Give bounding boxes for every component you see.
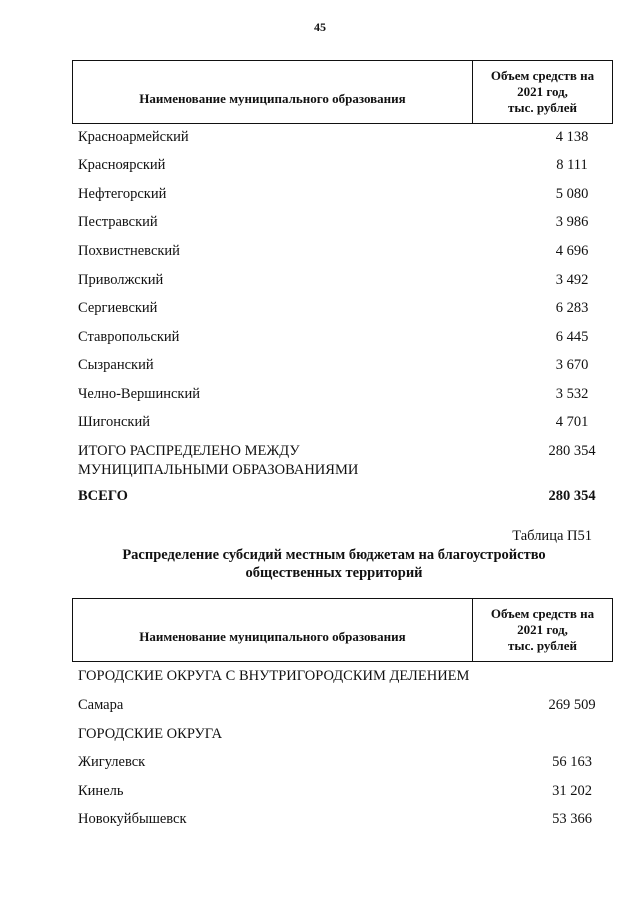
- table2-header-value: Объем средств на 2021 год, тыс. рублей: [490, 606, 595, 653]
- total-label: ВСЕГО: [78, 488, 128, 504]
- row-name: Челно-Вершинский: [78, 386, 200, 402]
- row-value: 4 701: [555, 414, 589, 430]
- subtotal-row: [78, 442, 613, 480]
- page-number: 45: [314, 20, 326, 34]
- row-name: Кинель: [78, 783, 124, 799]
- row-value: 5 080: [555, 186, 589, 202]
- table1-header: [72, 60, 613, 124]
- row-name: Пестравский: [78, 214, 158, 230]
- table1-header-name: Наименование муниципального образования: [73, 61, 473, 123]
- subtotal-label-line1: ИТОГО РАСПРЕДЕЛЕНО МЕЖДУ: [78, 443, 300, 459]
- row-value: 4 138: [555, 129, 589, 145]
- row-value: 56 163: [552, 754, 592, 770]
- row-value: 3 986: [555, 214, 589, 230]
- section-heading-text: ГОРОДСКИЕ ОКРУГА С ВНУТРИГОРОДСКИМ ДЕЛЕНИЕМ: [78, 668, 470, 684]
- row-value: 6 283: [555, 300, 589, 316]
- row-value: 8 111: [556, 157, 588, 173]
- subtotal-label-line2: МУНИЦИПАЛЬНЫМИ ОБРАЗОВАНИЯМИ: [78, 462, 359, 478]
- row-name: Красноярский: [78, 157, 166, 173]
- row-name: Шигонский: [78, 414, 150, 430]
- table-label: Таблица П51: [512, 528, 592, 544]
- subtotal-label: [78, 442, 458, 480]
- row-name: Похвистневский: [78, 243, 180, 259]
- subtotal-value: 280 354: [548, 443, 596, 459]
- total-value: 280 354: [548, 488, 596, 504]
- row-name: Сергиевский: [78, 300, 158, 316]
- row-value: 269 509: [548, 697, 596, 713]
- row-name: Красноармейский: [78, 129, 189, 145]
- table-title: Распределение субсидий местным бюджетам на благоустройство общественных территорий: [122, 547, 546, 581]
- row-name: Приволжский: [78, 272, 164, 288]
- row-name: Жигулевск: [78, 754, 146, 770]
- row-value: 3 532: [555, 386, 589, 402]
- row-name: Новокуйбышевск: [78, 811, 187, 827]
- row-value: 53 366: [552, 811, 592, 827]
- row-name: Нефтегорский: [78, 186, 167, 202]
- row-name: Самара: [78, 697, 124, 713]
- row-value: 6 445: [555, 329, 589, 345]
- row-name: Ставропольский: [78, 329, 180, 345]
- row-value: 3 670: [555, 357, 589, 373]
- section-heading-text: ГОРОДСКИЕ ОКРУГА: [78, 726, 223, 742]
- table2-header: [72, 598, 613, 662]
- row-value: 31 202: [552, 783, 592, 799]
- table1-header-value: Объем средств на 2021 год, тыс. рублей: [490, 68, 595, 115]
- table2-header-name: Наименование муниципального образования: [73, 599, 473, 661]
- row-value: 4 696: [555, 243, 589, 259]
- row-value: 3 492: [555, 272, 589, 288]
- row-name: Сызранский: [78, 357, 154, 373]
